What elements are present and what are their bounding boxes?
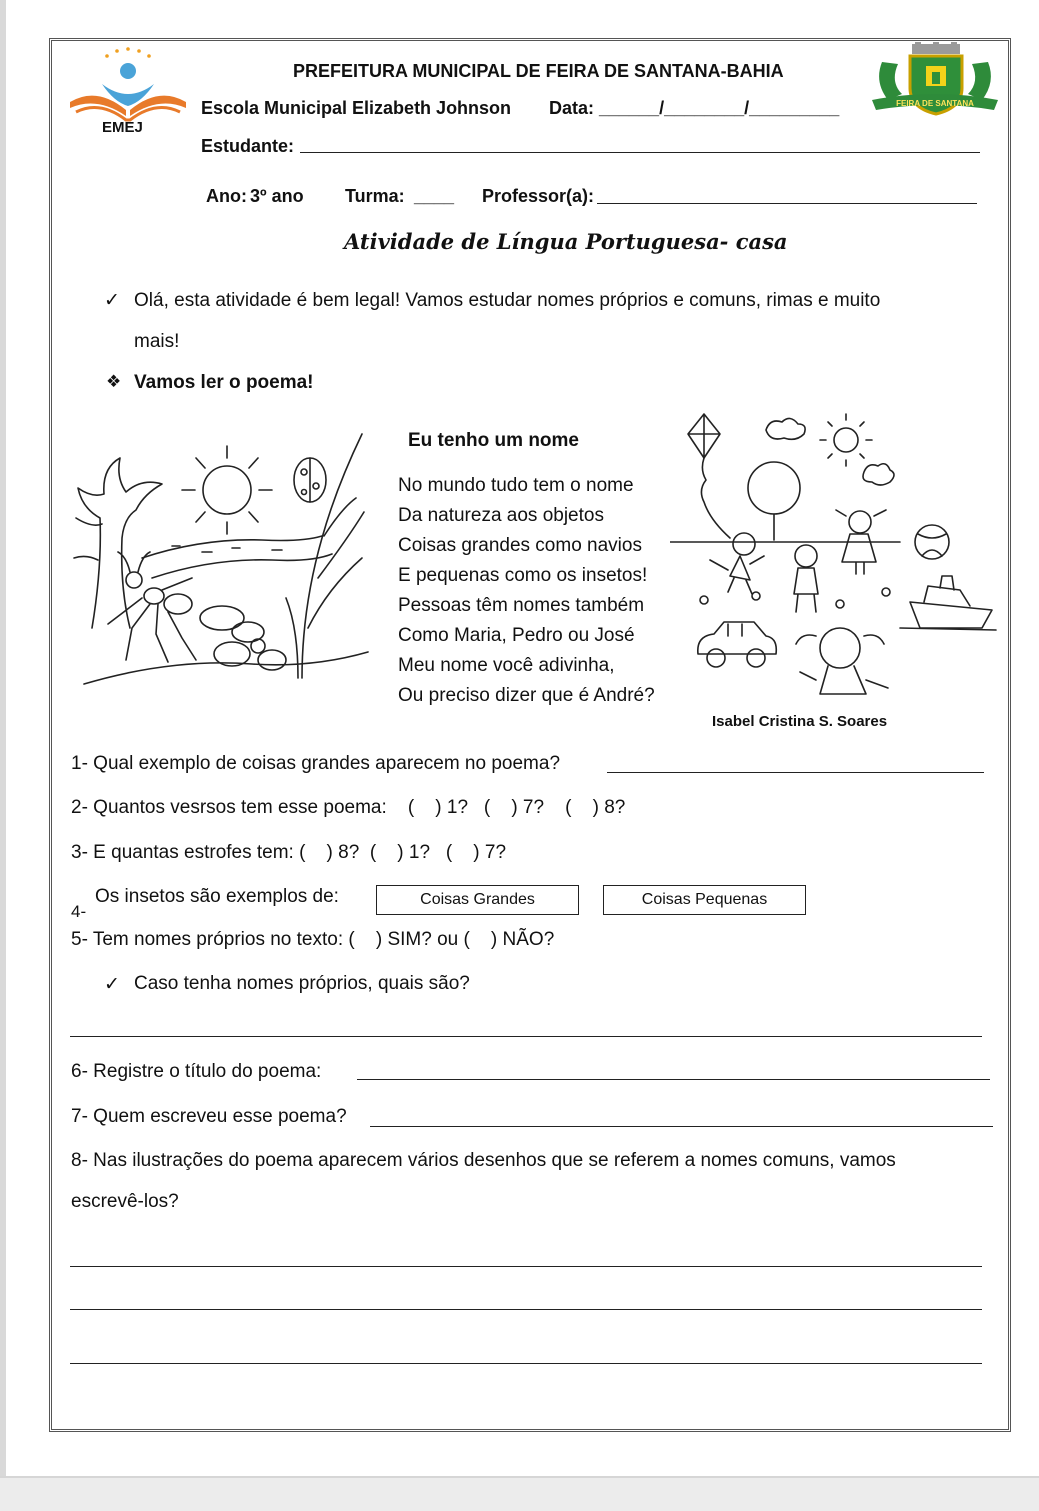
- question-5-followup: Caso tenha nomes próprios, quais são?: [134, 973, 470, 994]
- poem-line: Da natureza aos objetos: [398, 505, 604, 526]
- option-coisas-pequenas[interactable]: Coisas Pequenas: [603, 885, 806, 915]
- grade-label: Ano:: [206, 186, 247, 206]
- poem-author: Isabel Cristina S. Soares: [712, 713, 888, 730]
- option-coisas-grandes[interactable]: Coisas Grandes: [376, 885, 579, 915]
- brasao-label: FEIRA DE SANTANA: [896, 99, 974, 108]
- question-4-number: 4-: [71, 902, 87, 921]
- page-edge-shadow: [0, 0, 6, 1480]
- answer-8-line[interactable]: [70, 1266, 982, 1267]
- poem-line: No mundo tudo tem o nome: [398, 475, 634, 496]
- poem-line: Coisas grandes como navios: [398, 535, 642, 556]
- logo-text: EMEJ: [102, 119, 143, 136]
- municipal-coat-of-arms: [868, 42, 1002, 130]
- question-2: 2- Quantos vesrsos tem esse poema: ( ) 1? ( ) 7? ( ) 8?: [71, 797, 626, 818]
- reading-instruction: Vamos ler o poema!: [134, 372, 314, 393]
- question-7: 7- Quem escreveu esse poema?: [71, 1106, 347, 1127]
- student-name-field[interactable]: [300, 152, 980, 153]
- check-icon: ✓: [104, 974, 120, 995]
- intro-line-2: mais!: [134, 331, 180, 352]
- poem-line: Como Maria, Pedro ou José: [398, 625, 635, 646]
- question-6: 6- Registre o título do poema:: [71, 1061, 322, 1082]
- activity-title: Atividade de Língua Portuguesa- casa: [344, 229, 788, 254]
- question-3: 3- E quantas estrofes tem: ( ) 8? ( ) 1? ( ) 7?: [71, 842, 507, 863]
- teacher-label: Professor(a):: [482, 186, 595, 206]
- date-label: Data:: [549, 98, 595, 118]
- grade-value: 3º ano: [250, 186, 304, 206]
- answer-6-line[interactable]: [357, 1079, 990, 1080]
- kids-illustration: [670, 410, 1000, 710]
- poem-line: Meu nome você adivinha,: [398, 655, 615, 676]
- answer-1-line[interactable]: [607, 772, 984, 773]
- prefeitura-heading: PREFEITURA MUNICIPAL DE FEIRA DE SANTANA-BAHIA: [293, 61, 784, 81]
- answer-8-line[interactable]: [70, 1309, 982, 1310]
- student-label: Estudante:: [201, 136, 295, 156]
- question-8-line-2: escrevê-los?: [71, 1191, 179, 1212]
- poem-line: Ou preciso dizer que é André?: [398, 685, 655, 706]
- question-4: Os insetos são exemplos de:: [95, 886, 339, 907]
- question-5: 5- Tem nomes próprios no texto: ( ) SIM? ou ( ) NÃO?: [71, 929, 555, 950]
- page-bottom-edge: [0, 1476, 1039, 1511]
- poem-line: Pessoas têm nomes também: [398, 595, 645, 616]
- date-field[interactable]: ______/________/_________: [599, 98, 840, 118]
- class-label: Turma:: [345, 186, 405, 206]
- intro-line-1: Olá, esta atividade é bem legal! Vamos estudar nomes próprios e comuns, rimas e muito: [134, 290, 881, 311]
- nature-illustration: [72, 428, 372, 690]
- poem-title: Eu tenho um nome: [408, 430, 579, 451]
- answer-8-line[interactable]: [70, 1363, 982, 1364]
- school-name: Escola Municipal Elizabeth Johnson: [201, 98, 512, 118]
- poem-line: E pequenas como os insetos!: [398, 565, 648, 586]
- teacher-name-field[interactable]: [597, 203, 977, 204]
- class-field[interactable]: ____: [414, 186, 455, 206]
- question-8-line-1: 8- Nas ilustrações do poema aparecem vários desenhos que se referem a nomes comuns, vamos: [71, 1150, 896, 1171]
- diamond-bullet-icon: ❖: [106, 372, 122, 391]
- check-icon: ✓: [104, 290, 120, 311]
- answer-7-line[interactable]: [370, 1126, 993, 1127]
- answer-5-line[interactable]: [70, 1036, 982, 1037]
- question-1: 1- Qual exemplo de coisas grandes aparecem no poema?: [71, 753, 561, 774]
